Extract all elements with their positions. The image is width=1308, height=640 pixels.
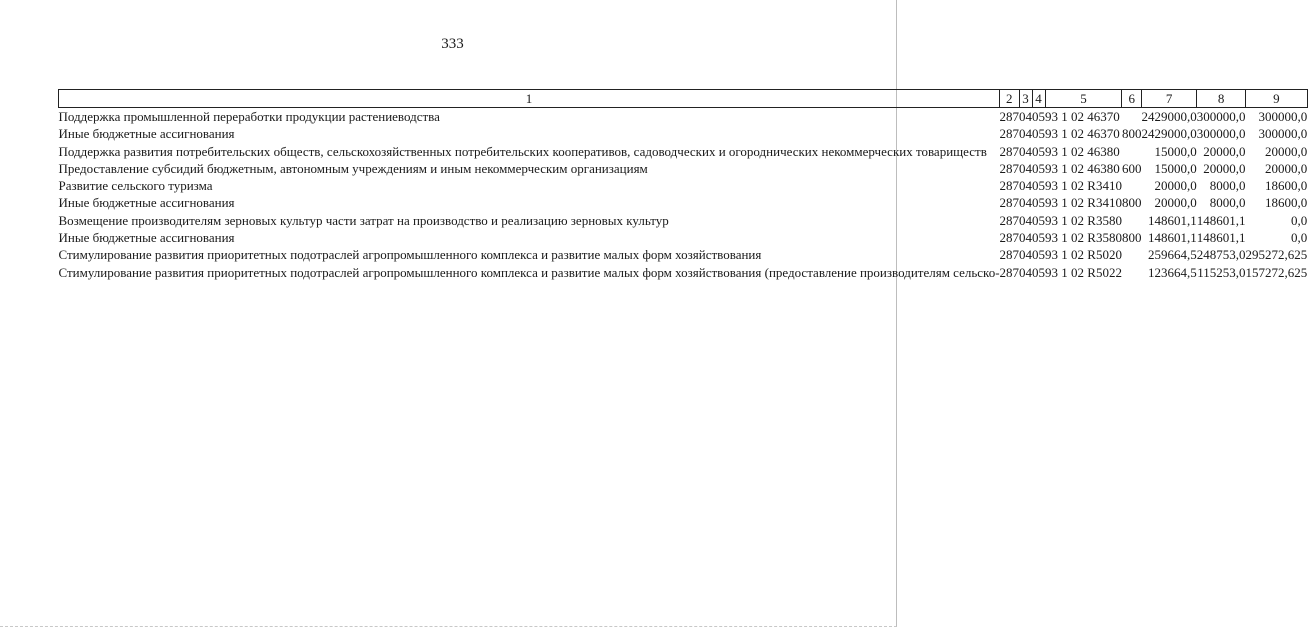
column-header-3: 3 [1019,90,1032,108]
subsection-code: 05 [1032,247,1046,263]
item-name: Иные бюджетные ассигнования [58,126,235,142]
subsection-code: 05 [1032,143,1046,159]
table-row [59,160,1308,177]
amount-col-8: 20000,0 [1203,160,1246,176]
table-row [59,108,1308,126]
column-header-9: 9 [1245,90,1307,108]
subsection-code: 05 [1032,212,1046,228]
amount-col-9: 20000,0 [1264,143,1308,159]
ministry-code: 287 [999,178,1020,194]
amount-col-7: 15000,0 [1154,160,1197,176]
amount-col-9: 18600,0 [1264,195,1308,211]
ministry-code: 287 [999,109,1020,124]
amount-col-9: 0,0 [1290,212,1308,228]
amount-col-8: 115253,0 [1197,264,1246,280]
subsection-code: 05 [1032,230,1046,246]
item-name: Развитие сельского туризма [58,178,213,194]
table-row [59,125,1308,142]
section-code: 04 [1019,212,1033,228]
amount-col-8: 148601,1 [1196,212,1246,228]
subsection-code: 05 [1032,160,1046,176]
ministry-code: 287 [999,247,1020,263]
expense-type: 800 [1121,230,1142,246]
amount-col-9: 20000,0 [1264,160,1308,176]
ministry-code: 287 [999,160,1020,176]
amount-col-8: 300000,0 [1196,126,1246,142]
table-row [59,194,1308,211]
table-row [59,143,1308,160]
table-body [59,108,1308,281]
table-row [59,246,1308,263]
table-row [59,264,1308,281]
table-header [59,90,1308,108]
column-header-8: 8 [1197,90,1246,108]
section-code: 04 [1019,126,1033,142]
section-code: 04 [1019,264,1033,280]
target-article: 93 1 02 46380 [1045,143,1120,159]
amount-col-8: 8000,0 [1209,178,1246,194]
section-code: 04 [1019,230,1033,246]
amount-col-7: 259664,5 [1147,247,1197,263]
item-name: Предоставление субсидий бюджетным, автономным учреждениям и иным некоммерческим организациям [58,160,648,176]
amount-col-7: 15000,0 [1154,143,1197,159]
ministry-code: 287 [999,126,1020,142]
item-name: Стимулирование развития приоритетных подотраслей агропромышленного комплекса и развитие малых форм хозяйствования (предоставление производителям сельско- [58,264,1000,280]
item-name: Иные бюджетные ассигнования [58,195,235,211]
ministry-code: 287 [999,212,1020,228]
expense-type [1122,212,1142,229]
expense-type [1122,264,1142,281]
ministry-code: 287 [999,264,1020,280]
amount-col-7: 148601,1 [1147,230,1197,246]
section-code: 04 [1019,247,1033,263]
section-code: 04 [1019,195,1033,211]
expense-type: 800 [1121,126,1142,142]
target-article: 93 1 02 46370 [1045,109,1120,124]
target-article: 93 1 02 R3580 [1045,230,1122,246]
ministry-code: 287 [999,195,1020,211]
expense-type [1122,108,1142,126]
table-row [59,212,1308,229]
expense-type [1122,143,1142,160]
target-article: 93 1 02 R5020 [1045,247,1122,263]
section-code: 04 [1019,178,1033,194]
target-article: 93 1 02 R3410 [1045,178,1122,194]
item-name: Стимулирование развития приоритетных подотраслей агропромышленного комплекса и развитие малых форм хозяйствования [58,247,762,263]
amount-col-8: 20000,0 [1203,143,1246,159]
column-header-2: 2 [1000,90,1020,108]
amount-col-8: 300000,0 [1196,109,1246,124]
amount-col-9: 18600,0 [1264,178,1308,194]
amount-col-7: 2429000,0 [1141,126,1197,142]
column-header-6: 6 [1122,90,1142,108]
subsection-code: 05 [1032,195,1046,211]
subsection-code: 05 [1032,109,1046,124]
amount-col-9: 300000,0 [1258,126,1308,142]
page-number: 333 [441,36,464,52]
ministry-code: 287 [999,143,1020,159]
amount-col-9: 300000,0 [1258,109,1308,124]
item-name: Возмещение производителям зерновых культур части затрат на производство и реализацию зерновых культур [58,212,669,228]
amount-col-9: 295272,625 [1245,247,1308,263]
subsection-code: 05 [1032,178,1046,194]
amount-col-8: 8000,0 [1209,195,1246,211]
target-article: 93 1 02 46370 [1045,126,1120,142]
section-code: 04 [1019,109,1033,124]
amount-col-9: 0,0 [1290,230,1308,246]
target-article: 93 1 02 R3410 [1045,195,1122,211]
expense-type [1122,177,1142,194]
column-header-4: 4 [1032,90,1045,108]
expense-type: 600 [1121,160,1142,176]
table-row [59,229,1308,246]
amount-col-7: 148601,1 [1147,212,1197,228]
subsection-code: 05 [1032,264,1046,280]
item-name: Поддержка развития потребительских обществ, сельскохозяйственных потребительских кооперативов, садоводческих и огороднических некоммерческих товариществ [58,143,987,159]
item-name: Поддержка промышленной переработки продукции растениеводства [58,109,440,124]
amount-col-7: 20000,0 [1154,178,1197,194]
target-article: 93 1 02 46380 [1045,160,1120,176]
table-row [59,177,1308,194]
ministry-code: 287 [999,230,1020,246]
section-code: 04 [1019,160,1033,176]
column-header-7: 7 [1141,90,1196,108]
column-header-5: 5 [1045,90,1122,108]
amount-col-7: 20000,0 [1154,195,1197,211]
amount-col-7: 2429000,0 [1141,109,1197,124]
budget-table [58,89,1308,281]
subsection-code: 05 [1032,126,1046,142]
amount-col-8: 248753,0 [1196,247,1246,263]
amount-col-9: 157272,625 [1245,264,1308,280]
section-code: 04 [1019,143,1033,159]
column-header-1: 1 [59,90,1000,108]
header-row [59,90,1308,108]
target-article: 93 1 02 R5022 [1045,264,1122,280]
target-article: 93 1 02 R3580 [1045,212,1122,228]
expense-type: 800 [1121,195,1142,211]
expense-type [1122,246,1142,263]
item-name: Иные бюджетные ассигнования [58,230,235,246]
amount-col-7: 123664,5 [1147,264,1197,280]
amount-col-8: 148601,1 [1196,230,1246,246]
